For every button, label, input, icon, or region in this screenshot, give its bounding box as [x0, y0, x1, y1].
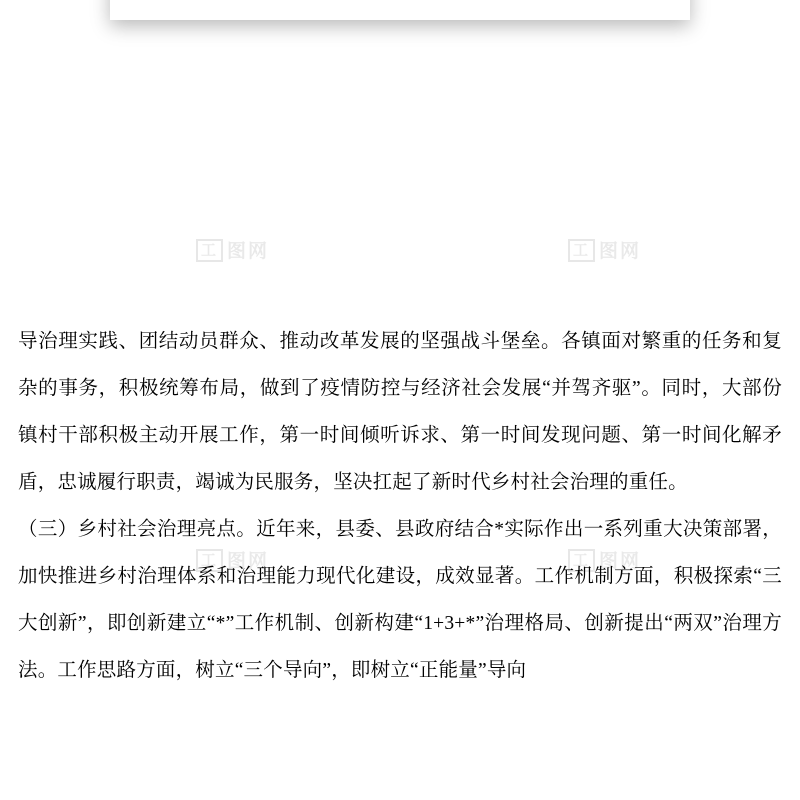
watermark-text: 图网	[227, 241, 270, 262]
watermark-text: 图网	[599, 241, 642, 262]
watermark-text: 图网	[599, 551, 642, 572]
watermark-badge: 工	[196, 549, 223, 572]
watermark	[196, 236, 269, 263]
document-preview-card	[110, 0, 690, 20]
watermark-badge: 工	[196, 239, 223, 262]
body-paragraph-2: （三）乡村社会治理亮点。近年来，县委、县政府结合*实际作出一系列重大决策部署，加快推进乡村治理体系和治理能力现代化建设，成效显著。工作机制方面，积极探索“三大创新”，即创新建立“*”工作机制、创新构建“1+3+*”治理格局、创新提出“两双”治理方法。工作思路方面，树立“三个导向”，即树立“正能量”导向	[18, 519, 782, 681]
watermark-badge: 工	[568, 239, 595, 262]
watermark-badge: 工	[568, 549, 595, 572]
watermark	[568, 236, 641, 263]
body-paragraph-1: 导治理实践、团结动员群众、推动改革发展的坚强战斗堡垒。各镇面对繁重的任务和复杂的事务，积极统筹布局，做到了疫情防控与经济社会发展“并驾齐驱”。同时，大部份镇村干部积极主动开展工作，第一时间倾听诉求、第一时间发现问题、第一时间化解矛盾，忠诚履行职责，竭诚为民服务，坚决扛起了新时代乡村社会治理的重任。	[18, 331, 782, 493]
watermark-text: 图网	[227, 551, 270, 572]
document-body	[18, 318, 782, 694]
